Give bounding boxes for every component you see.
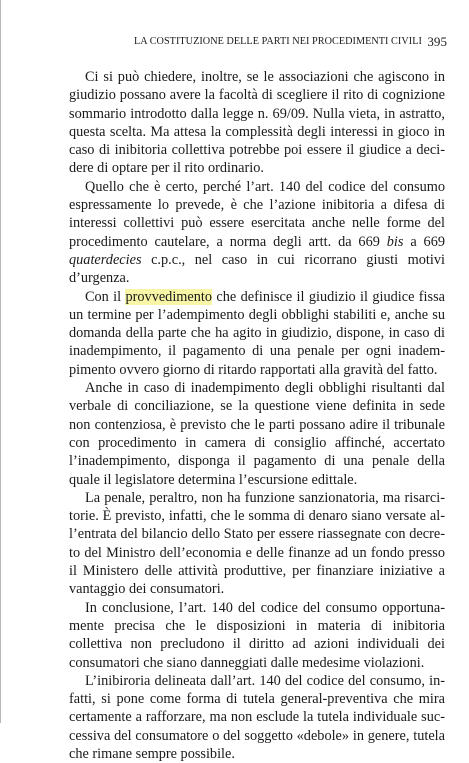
paragraph-text: c.p.c., nel caso in cui ricorrano giusti motivi d’urgenza.: [69, 251, 445, 287]
paragraph-penale: La penale, peraltro, non ha funzione sanzionatoria, ma risarcitorie. È previsto, infatti, che le somma di denaro siano versate all’entrata del bilancio dello Stato per essere riassegnate con decreto del Ministro dell’economia e delle finanze ad un fondo presso il Ministero delle attività produttive, per finanziare iniziative a vantaggio dei consumatori.: [69, 489, 445, 598]
page-number: 395: [427, 34, 447, 49]
paragraph-inibitoria: L’inibiroria delineata dall’art. 140 del codice del consumo, infatti, si pone come forma di tutela general-preventiva che mira certamente a rafforzare, ma non esclude la tutela individuale successiva del consumatore o del soggetto «debole» in genere, tutela che rimane sempre possibile.: [69, 672, 445, 762]
paragraph-text: Quello che è certo, perché l’art. 140 del codice del consumo espressamente lo prevede, è che l’azione inibitoria a difesa di interessi collettivi può essere esercitata anche nelle forme del procedimento cautelare, a norma degli artt. da 669: [69, 178, 445, 250]
body-text: [69, 68, 445, 763]
paragraph-conclusione: In conclusione, l’art. 140 del codice del consumo opportunamente precisa che le disposizioni in materia di inibitoria collettiva non precludono il diritto ad azioni individuali dei consumatori che siano danneggiati dalle medesime violazioni.: [69, 599, 445, 671]
paragraph-provvedimento: [69, 288, 445, 379]
paragraph-cautelare: [69, 178, 445, 288]
italic-term: bis: [386, 233, 404, 250]
paragraph-text: Con il: [85, 288, 126, 305]
paragraph-associations: Ci si può chiedere, inoltre, se le associazioni che agiscono in giudizio possano avere la facoltà di scegliere il rito di cognizione sommario introdotto dalla legge n. 69/09. Nulla vieta, in astratto, questa scelta. Ma attesa la complessità degli interessi in gioco in caso di inibitoria collettiva potrebbe poi essere il giudice a decidere di optare per il rito ordinario.: [69, 69, 445, 177]
paragraph-text: che definisce il giudizio il giudice fissa un termine per l’adempimento degli obblighi stabiliti e, anche su domanda della parte che ha agito in giudizio, dispone, in caso di inadempimento, il pagamento di una penale per ogni inadempimento ovvero giorno di ritardo rapportati alla gravità del fatto.: [69, 288, 445, 378]
paragraph-text: a 669: [403, 233, 445, 250]
italic-term: quaterdecies: [69, 251, 142, 268]
running-head: [134, 35, 447, 49]
highlighted-word[interactable]: provvedimento: [125, 288, 213, 305]
running-title: LA COSTITUZIONE DELLE PARTI NEI PROCEDIMENTI CIVILI: [134, 36, 422, 47]
paragraph-conciliazione: Anche in caso di inadempimento degli obblighi risultanti dal verbale di conciliazione, se la questione viene definita in sede non contenziosa, è previsto che le parti possano adire il tribunale con procedimento in camera di consiglio affinché, accertato l’inadempimento, disponga il pagamento di una penale della quale il legislatore determina l’escursione edittale.: [69, 380, 445, 488]
